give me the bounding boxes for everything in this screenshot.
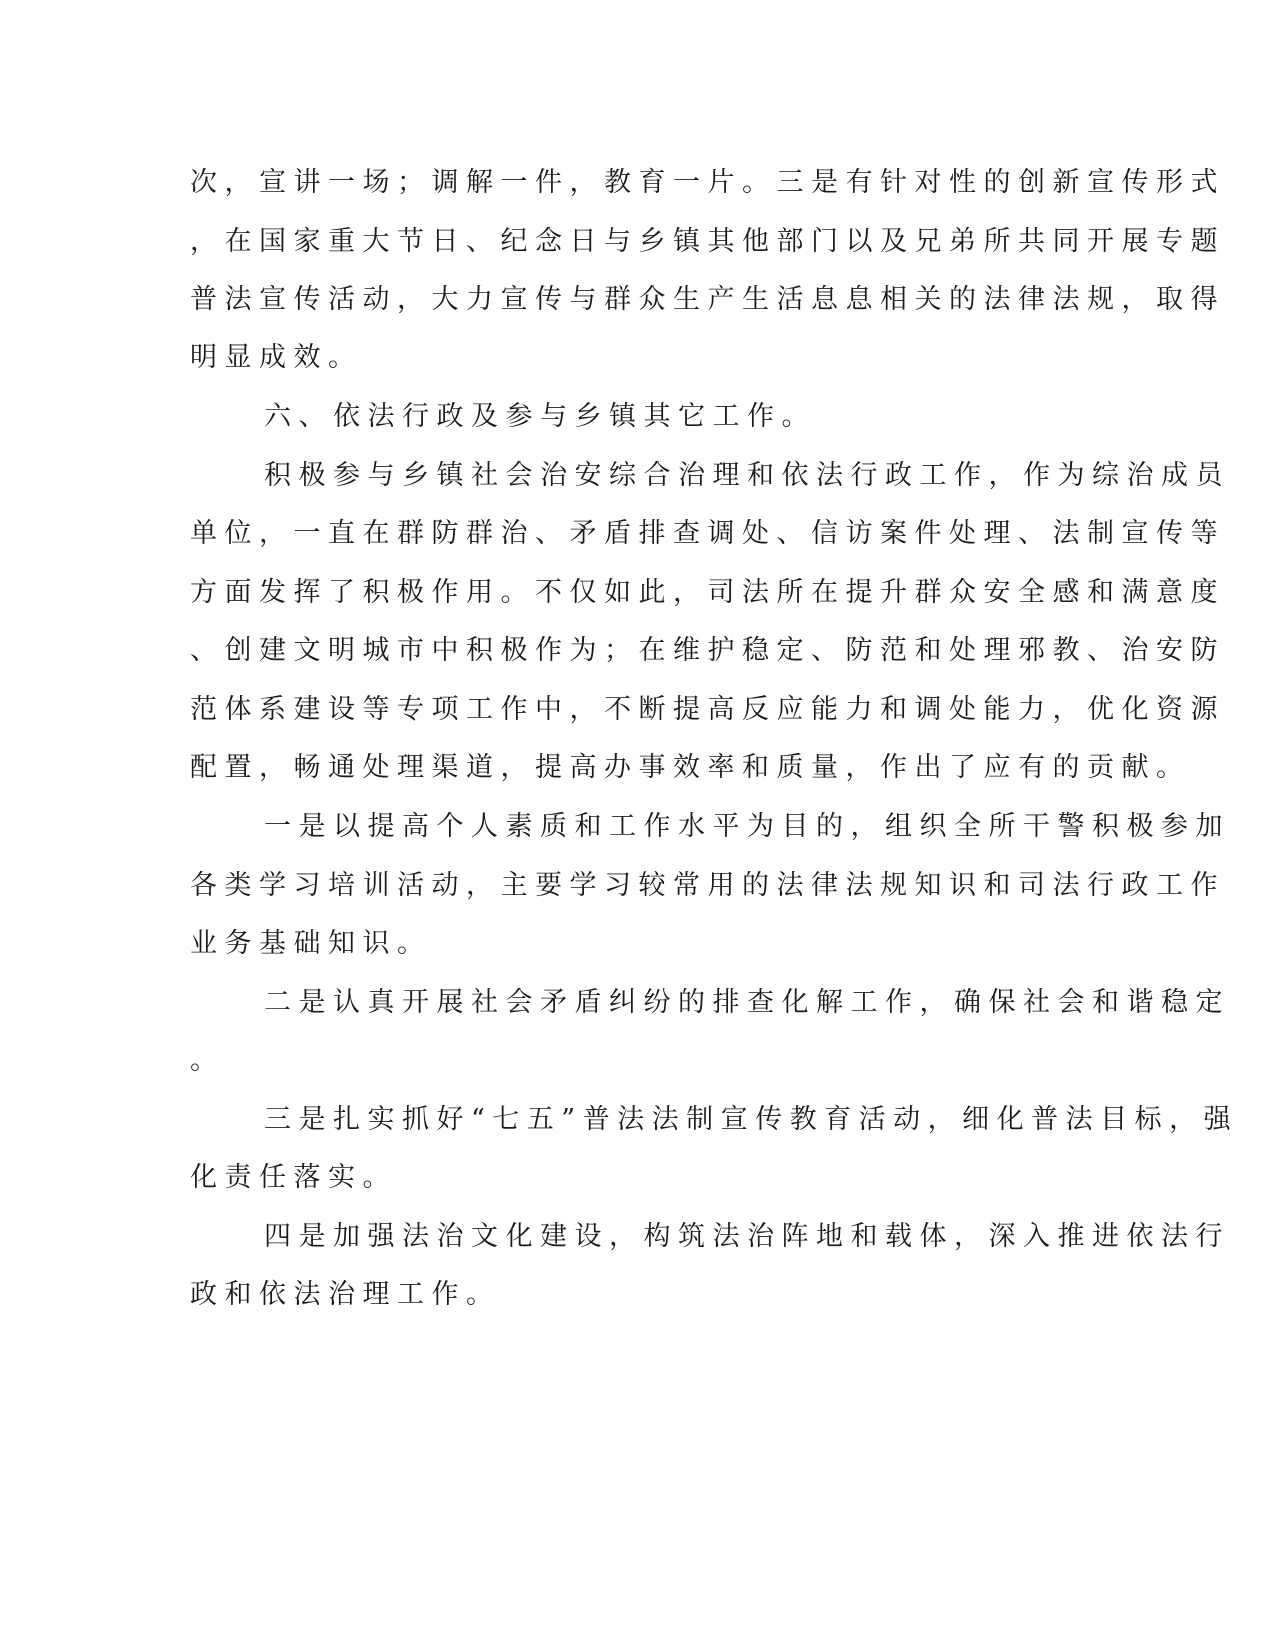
text-line: 政和依法治理工作。 <box>190 1279 501 1310</box>
text-line: 一是以提高个人素质和工作水平为目的，组织全所干警积极参加 <box>264 811 1230 842</box>
text-line: 配置，畅通处理渠道，提高办事效率和质量，作出了应有的贡献。 <box>190 752 1191 783</box>
text-line: 三是扎实抓好“七五”普法法制宣传教育活动，细化普法目标，强 <box>264 1104 1239 1135</box>
text-line: 四是加强法治文化建设，构筑法治阵地和载体，深入推进依法行 <box>264 1221 1230 1252</box>
section-heading: 六、依法行政及参与乡镇其它工作。 <box>264 401 816 432</box>
text-line: 二是认真开展社会矛盾纠纷的排查化解工作，确保社会和谐稳定 <box>264 987 1230 1018</box>
text-line: 化责任落实。 <box>190 1162 397 1193</box>
text-line: 业务基础知识。 <box>190 928 432 959</box>
text-line: ，在国家重大节日、纪念日与乡镇其他部门以及兄弟所共同开展专题 <box>190 226 1225 257</box>
text-line: 积极参与乡镇社会治安综合治理和依法行政工作，作为综治成员 <box>264 460 1230 491</box>
text-line: 。 <box>190 1045 225 1076</box>
text-line: 次，宣讲一场；调解一件，教育一片。三是有针对性的创新宣传形式 <box>190 167 1225 198</box>
text-line: 明显成效。 <box>190 342 363 373</box>
text-line: 、创建文明城市中积极作为；在维护稳定、防范和处理邪教、治安防 <box>190 635 1225 666</box>
text-line: 单位，一直在群防群治、矛盾排查调处、信访案件处理、法制宣传等 <box>190 518 1225 549</box>
text-line: 普法宣传活动，大力宣传与群众生产生活息息相关的法律法规，取得 <box>190 284 1225 315</box>
text-line: 方面发挥了积极作用。不仅如此，司法所在提升群众安全感和满意度 <box>190 577 1225 608</box>
text-line: 范体系建设等专项工作中，不断提高反应能力和调处能力，优化资源 <box>190 694 1225 725</box>
text-line: 各类学习培训活动，主要学习较常用的法律法规知识和司法行政工作 <box>190 870 1225 901</box>
